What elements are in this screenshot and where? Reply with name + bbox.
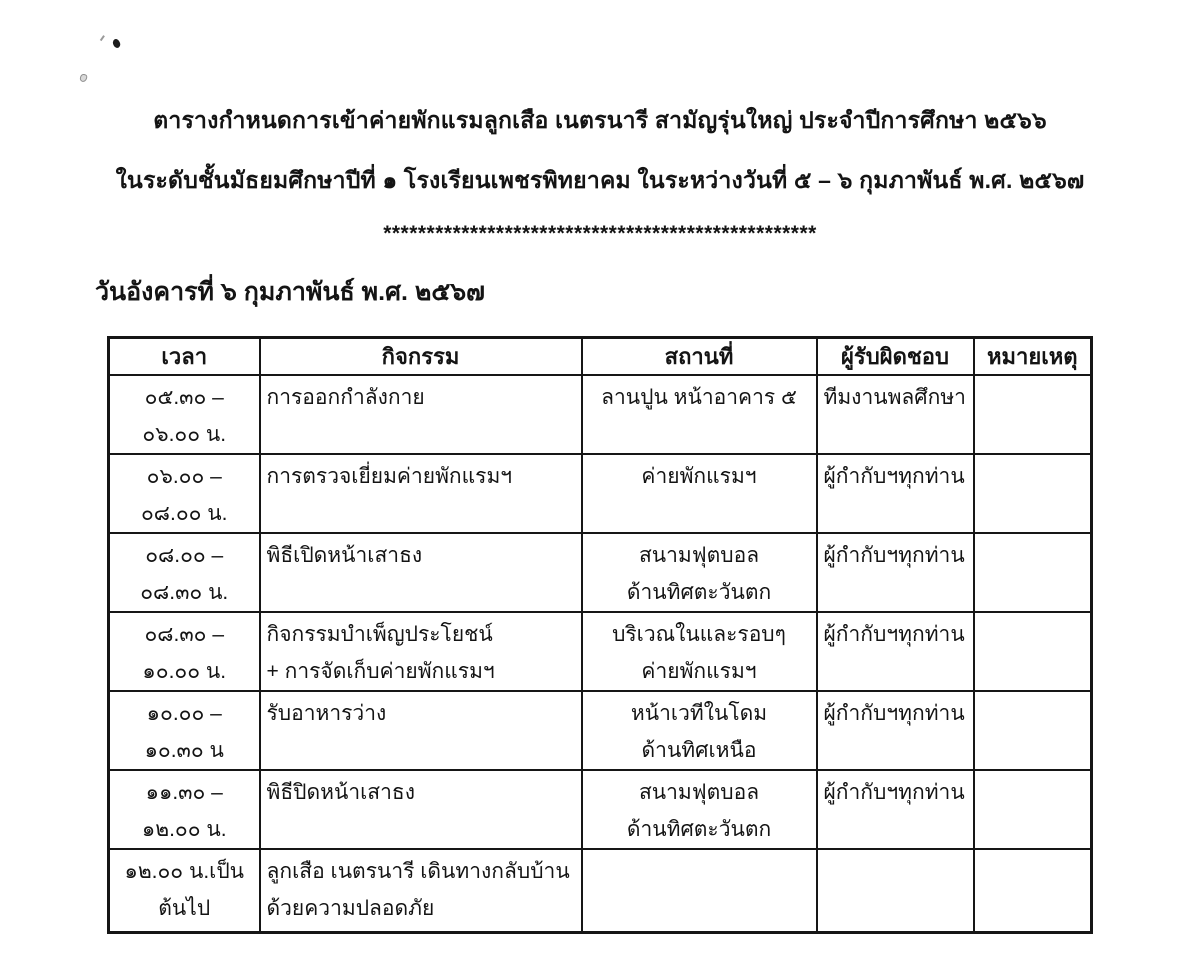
cell-text-line: ค่ายพักแรมฯ <box>641 660 757 683</box>
cell-text-line: ผู้กำกับฯทุกท่าน <box>823 623 965 646</box>
activity-cell <box>260 454 582 533</box>
cell-text-line: ด้วยความปลอดภัย <box>266 897 435 920</box>
activity-cell <box>260 375 582 454</box>
cell-text-line: ด้านทิศตะวันตก <box>626 581 772 604</box>
table-row <box>109 454 1092 533</box>
cell-text-line: ๑๐.๓๐ น <box>144 739 224 762</box>
asterisk-separator: ************************************************** <box>383 222 817 245</box>
column-header-note: หมายเหตุ <box>974 338 1092 376</box>
responsible-cell <box>817 375 974 454</box>
cell-text-line: ๐๖.๐๐ – <box>146 465 222 488</box>
time-cell <box>109 454 260 533</box>
column-header-time: เวลา <box>109 338 260 376</box>
responsible-cell <box>817 770 974 849</box>
time-cell <box>109 770 260 849</box>
table-row <box>109 375 1092 454</box>
cell-text-line: ๑๑.๓๐ – <box>145 781 223 804</box>
place-cell <box>582 533 817 612</box>
cell-text-line: ผู้กำกับฯทุกท่าน <box>823 781 965 804</box>
header-row <box>109 338 1092 376</box>
cell-text-line: ด้านทิศเหนือ <box>641 739 757 762</box>
activity-cell <box>260 770 582 849</box>
cell-text-line: ๑๐.๐๐ – <box>146 702 222 725</box>
cell-text-line: การออกกำลังกาย <box>266 386 425 409</box>
column-header-activity: กิจกรรม <box>260 338 582 376</box>
cell-text-line: ค่ายพักแรมฯ <box>641 465 757 488</box>
cell-text-line: ๑๐.๐๐ น. <box>142 660 227 683</box>
table-row <box>109 849 1092 932</box>
cell-text-line: ๐๘.๐๐ น. <box>140 502 228 525</box>
table-row <box>109 612 1092 691</box>
note-cell <box>974 612 1092 691</box>
note-cell <box>974 375 1092 454</box>
place-cell <box>582 849 817 932</box>
column-header-responsible: ผู้รับผิดชอบ <box>817 338 974 376</box>
time-cell <box>109 612 260 691</box>
cell-text-line: ลูกเสือ เนตรนารี เดินทางกลับบ้าน <box>266 860 570 883</box>
place-cell <box>582 454 817 533</box>
cell-text-line: ๐๘.๐๐ – <box>145 544 224 567</box>
place-cell <box>582 691 817 770</box>
cell-text-line: ๑๒.๐๐ น.เป็น <box>124 860 245 883</box>
responsible-cell <box>817 691 974 770</box>
cell-text-line: ๐๖.๐๐ น. <box>142 423 227 446</box>
cell-text-line: + การจัดเก็บค่ายพักแรมฯ <box>266 660 495 683</box>
responsible-cell <box>817 533 974 612</box>
note-cell <box>974 849 1092 932</box>
activity-cell <box>260 849 582 932</box>
time-cell <box>109 533 260 612</box>
column-header-place: สถานที่ <box>582 338 817 376</box>
cell-text-line: ๐๘.๓๐ – <box>144 623 225 646</box>
activity-cell <box>260 533 582 612</box>
cell-text-line: ทีมงานพลศึกษา <box>823 386 966 409</box>
cell-text-line: ๐๕.๓๐ – <box>144 386 224 409</box>
note-cell <box>974 691 1092 770</box>
time-cell <box>109 849 260 932</box>
cell-text-line: หน้าเวทีในโดม <box>630 702 768 725</box>
time-cell <box>109 375 260 454</box>
table-row <box>109 770 1092 849</box>
time-cell <box>109 691 260 770</box>
cell-text-line: ๑๒.๐๐ น. <box>141 818 227 841</box>
responsible-cell <box>817 849 974 932</box>
cell-text-line: ด้านทิศตะวันตก <box>626 818 772 841</box>
note-cell <box>974 454 1092 533</box>
cell-text-line: กิจกรรมบำเพ็ญประโยชน์ <box>266 623 493 646</box>
cell-text-line: ผู้กำกับฯทุกท่าน <box>823 702 965 725</box>
place-cell <box>582 770 817 849</box>
title-line-1: ตารางกำหนดการเข้าค่ายพักแรมลูกเสือ เนตรนารี สามัญรุ่นใหญ่ ประจำปีการศึกษา ๒๕๖๖ <box>153 107 1047 133</box>
cell-text-line: ต้นไป <box>158 897 211 920</box>
title-line-2: ในระดับชั้นมัธยมศึกษาปีที่ ๑ โรงเรียนเพชรพิทยาคม ในระหว่างวันที่ ๕ – ๖ กุมภาพันธ์ พ.ศ. ๒๕๖๗ <box>115 167 1085 193</box>
responsible-cell <box>817 454 974 533</box>
cell-text-line: ผู้กำกับฯทุกท่าน <box>823 544 965 567</box>
note-cell <box>974 770 1092 849</box>
table-row <box>109 533 1092 612</box>
note-cell <box>974 533 1092 612</box>
responsible-cell <box>817 612 974 691</box>
cell-text-line: ผู้กำกับฯทุกท่าน <box>823 465 965 488</box>
activity-cell <box>260 691 582 770</box>
schedule-body <box>109 375 1092 932</box>
cell-text-line: ๐๘.๓๐ น. <box>140 581 229 604</box>
document-title <box>0 0 1200 210</box>
cell-text-line: บริเวณในและรอบๆ <box>612 623 786 646</box>
cell-text-line: การตรวจเยี่ยมค่ายพักแรมฯ <box>266 465 513 488</box>
day-heading: วันอังคารที่ ๖ กุมภาพันธ์ พ.ศ. ๒๕๖๗ <box>95 278 485 306</box>
table-row <box>109 691 1092 770</box>
cell-text-line: สนามฟุตบอล <box>638 544 760 567</box>
place-cell <box>582 375 817 454</box>
cell-text-line: รับอาหารว่าง <box>266 702 387 725</box>
cell-text-line: พิธีเปิดหน้าเสาธง <box>266 544 423 567</box>
cell-text-line: สนามฟุตบอล <box>638 781 760 804</box>
place-cell <box>582 612 817 691</box>
schedule-table <box>107 336 1093 934</box>
cell-text-line: พิธีปิดหน้าเสาธง <box>266 781 415 804</box>
activity-cell <box>260 612 582 691</box>
cell-text-line: ลานปูน หน้าอาคาร ๕ <box>601 386 797 409</box>
